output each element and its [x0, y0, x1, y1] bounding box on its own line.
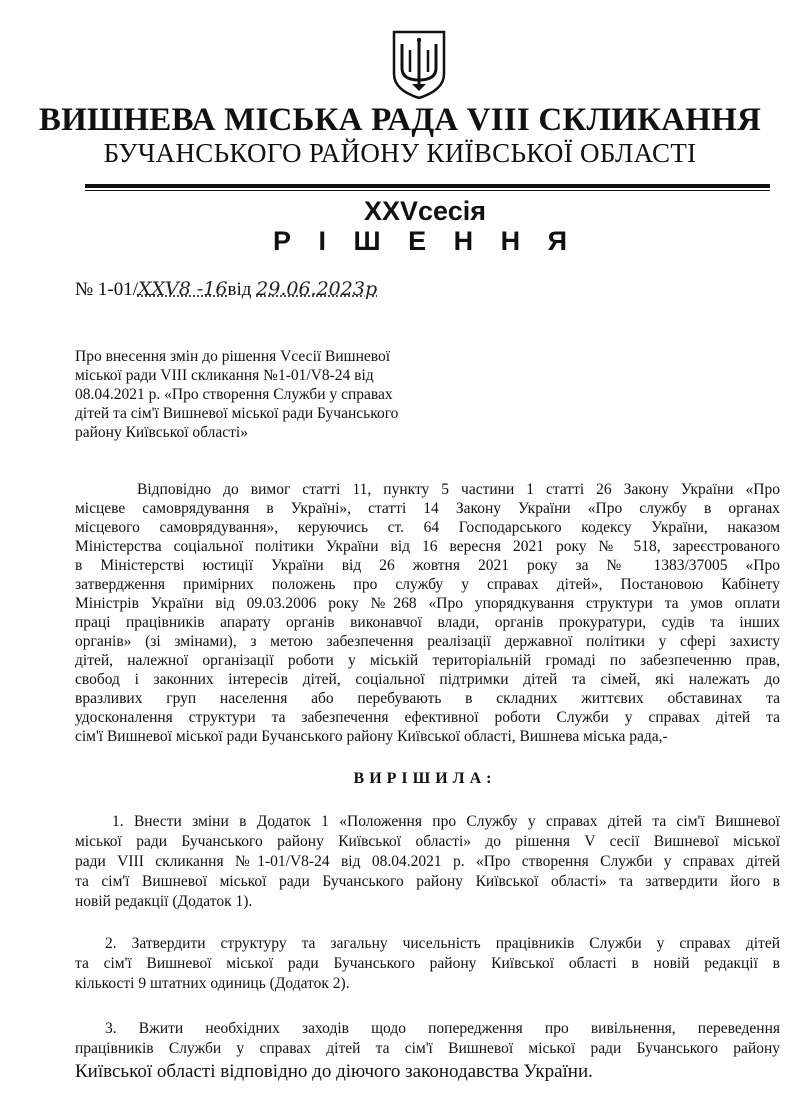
item-line: 1. Внести зміни в Додаток 1 «Положення про Службу у справах дітей та сім'ї Вишневої — [112, 813, 780, 830]
item-line: міської ради Бучанського району Київської області» до рішення V сесії Вишневої міської — [75, 833, 780, 850]
preamble-line: дітей, належної організації роботи у міській територіальній громаді по забезпеченню прав, — [75, 652, 780, 669]
preamble-line: місцевого самоврядування», керуючись ст. 64 Господарського кодексу України, наказом — [75, 519, 780, 536]
number-prefix: № 1-01/ — [75, 279, 138, 300]
preamble-line: органів» (зі змінами), з метою забезпечення реалізації державної політики у сфері захисту — [75, 633, 780, 650]
header-divider-thin — [85, 190, 770, 191]
council-title: ВИШНЕВА МІСЬКА РАДА VIII СКЛИКАННЯ — [38, 102, 762, 138]
coat-of-arms-trident-icon — [390, 28, 448, 100]
subject-line: міської ради VIII скликання №1-01/V8-24 від — [75, 367, 374, 384]
decision-item-1 — [75, 812, 780, 912]
subject-line: дітей та сім'ї Вишневої міської ради Бучанського — [75, 405, 399, 422]
item-line: та сім'ї Вишневої міської ради Бучанського району Київської області» та затвердити його в — [75, 873, 780, 890]
preamble-line: вразливих груп населення або перебувають в складних життєвих обставинах та — [75, 690, 780, 707]
preamble-line: сім'ї Вишневої міської ради Бучанського району Київської області, Вишнева міська рада,- — [75, 728, 668, 745]
subject-line: Про внесення змін до рішення Vсесії Вишневої — [75, 348, 391, 365]
item-line: та сім'ї Вишневої міської ради Бучанського району Київської області в новій редакції в — [75, 955, 780, 972]
council-subtitle: БУЧАНСЬКОГО РАЙОНУ КИЇВСЬКОЇ ОБЛАСТІ — [103, 138, 697, 168]
decision-title: Р І Ш Е Н Н Я — [272, 226, 578, 256]
preamble-line: Міністерства соціальної політики України від 16 вересня 2021 року № 518, зареєстрованого — [75, 538, 780, 555]
session-label: XXVсесія — [364, 196, 486, 226]
item-line: ради VIII скликання №1-01/V8-24 від 08.04.2021 р. «Про створення Служби у справах дітей — [75, 853, 780, 870]
subject-line: району Київської області» — [75, 424, 248, 441]
preamble-line: Відповідно до вимог статті 11, пункту 5 частини 1 статті 26 Закону України «Про — [137, 481, 780, 498]
decision-item-3 — [75, 1019, 780, 1085]
item-line: Київської області відповідно до діючого законодавства України. — [75, 1061, 593, 1082]
item-line: кількості 9 штатних одиниць (Додаток 2). — [75, 975, 350, 992]
decision-subject — [75, 347, 460, 442]
handwritten-number: XXV8 -16 — [137, 278, 228, 300]
date-prefix: від — [227, 279, 252, 300]
handwritten-date: 29.06.2023р — [256, 278, 378, 300]
decision-item-2 — [75, 934, 780, 994]
preamble-line: удосконалення структури та забезпечення ефективної роботи Служби у справах дітей та — [75, 709, 780, 726]
item-line: 2. Затвердити структуру та загальну чисельність працівників Служби у справах дітей — [105, 935, 780, 952]
preamble-line: свобод і законних інтересів дітей, соціальної підтримки дітей та сімей, які належать до — [75, 671, 780, 688]
preamble-line: в Міністерстві юстиції України від 26 жовтня 2021 року за № 1383/37005 «Про — [75, 557, 780, 574]
item-line: новій редакції (Додаток 1). — [75, 893, 253, 910]
preamble-line: місцеве самоврядування в Україні», статті 14 Закону України «Про службу в органах — [75, 500, 780, 517]
subject-line: 08.04.2021 р. «Про створення Служби у справах — [75, 386, 393, 403]
decision-number-line — [75, 278, 377, 301]
preamble-line: затвердження примірних положень про службу у справах дітей», Постановою Кабінету — [75, 576, 780, 593]
preamble-line: праці працівників апарату органів виконавчої влади, органів прокуратури, судів та інших — [75, 614, 780, 631]
preamble-paragraph — [75, 480, 780, 746]
preamble-line: Міністрів України від 09.03.2006 року №268 «Про упорядкування структури та умов оплати — [75, 595, 780, 612]
item-line: 3. Вжити необхідних заходів щодо попередження про вивільнення, переведення — [105, 1020, 780, 1037]
item-line: працівників Служби у справах дітей та сім'ї Вишневої міської ради Бучанського району — [75, 1040, 780, 1057]
decided-heading: ВИРІШИЛА: — [353, 770, 497, 787]
header-divider-thick — [85, 184, 770, 188]
